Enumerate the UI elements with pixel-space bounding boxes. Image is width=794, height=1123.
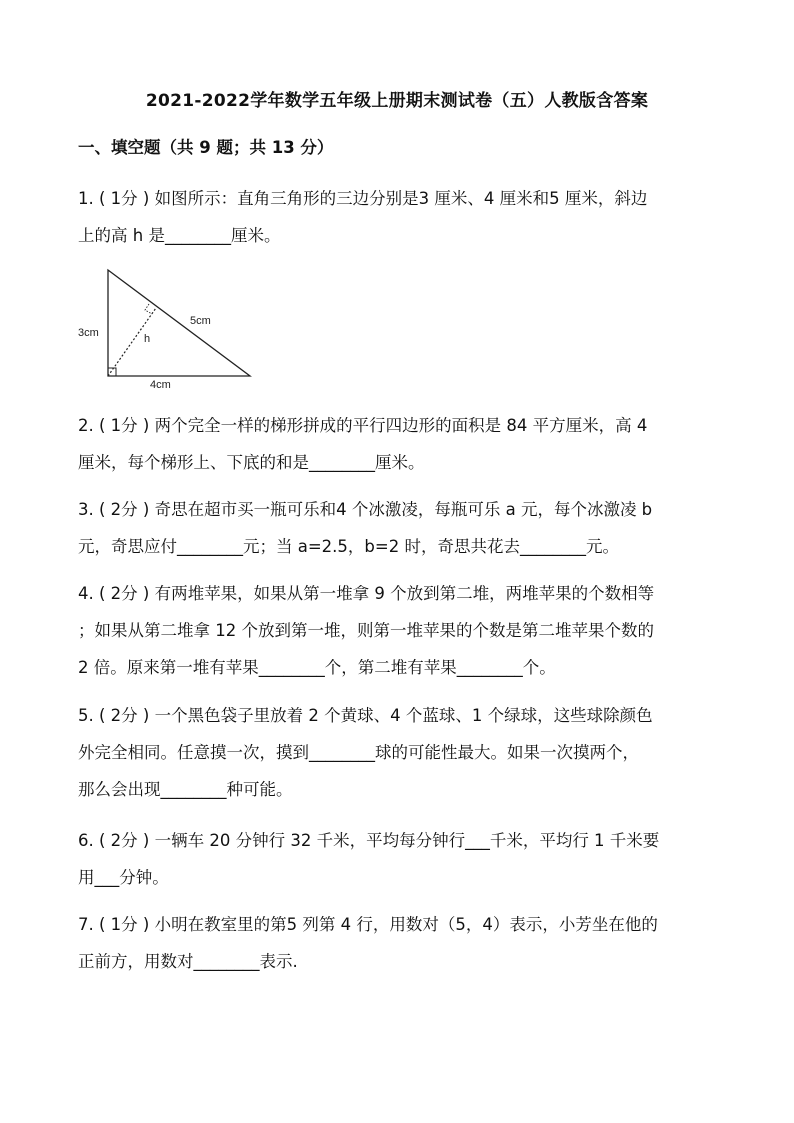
- right-angle-marker-hyp: [145, 304, 152, 314]
- question-7-line-2: 正前方，用数对________表示.: [78, 952, 298, 971]
- section-heading: 一、填空题（共 9 题；共 13 分）: [78, 138, 334, 157]
- right-triangle-figure: [78, 264, 258, 388]
- question-3-line-2: 元，奇思应付________元；当 a=2.5，b=2 时，奇思共花去________元。: [78, 537, 619, 556]
- label-bottom-side: 4cm: [150, 379, 171, 388]
- question-1-line-1: 1. ( 1分 ) 如图所示：直角三角形的三边分别是3 厘米、4 厘米和5 厘米，斜边: [78, 189, 648, 208]
- question-7-line-1: 7. ( 1分 ) 小明在教室里的第5 列第 4 行，用数对（5，4）表示，小芳坐在他的: [78, 915, 658, 934]
- question-1: [78, 180, 718, 254]
- question-2: [78, 407, 718, 481]
- question-1-line-2: 上的高 h 是________厘米。: [78, 226, 281, 245]
- question-3: [78, 491, 718, 565]
- label-left-side: 3cm: [78, 327, 99, 339]
- question-2-line-1: 2. ( 1分 ) 两个完全一样的梯形拼成的平行四边形的面积是 84 平方厘米，高 4: [78, 416, 648, 435]
- label-hypotenuse: 5cm: [190, 315, 211, 327]
- question-5: [78, 697, 718, 808]
- question-2-line-2: 厘米，每个梯形上、下底的和是________厘米。: [78, 453, 425, 472]
- question-4-line-1: 4. ( 2分 ) 有两堆苹果，如果从第一堆拿 9 个放到第二堆，两堆苹果的个数相等: [78, 584, 655, 603]
- question-5-line-2: 外完全相同。任意摸一次，摸到________球的可能性最大。如果一次摸两个，: [78, 743, 639, 762]
- triangle-outline: [108, 270, 250, 376]
- question-4: [78, 575, 718, 686]
- label-height: h: [144, 333, 151, 345]
- question-6-line-1: 6. ( 2分 ) 一辆车 20 分钟行 32 千米，平均每分钟行___千米，平均行 1 千米要: [78, 831, 660, 850]
- question-4-line-2: ；如果从第二堆拿 12 个放到第一堆，则第一堆苹果的个数是第二堆苹果个数的: [78, 621, 654, 640]
- question-7: [78, 906, 718, 980]
- question-4-line-3: 2 倍。原来第一堆有苹果________个，第二堆有苹果________个。: [78, 658, 556, 677]
- question-6: [78, 822, 718, 896]
- document-title: 2021-2022学年数学五年级上册期末测试卷（五）人教版含答案: [145, 91, 649, 111]
- question-5-line-1: 5. ( 2分 ) 一个黑色袋子里放着 2 个黄球、4 个蓝球、1 个绿球，这些球除颜色: [78, 706, 653, 725]
- question-6-line-2: 用___分钟。: [78, 868, 169, 887]
- question-3-line-1: 3. ( 2分 ) 奇思在超市买一瓶可乐和4 个冰激凌，每瓶可乐 a 元，每个冰激凌 b: [78, 500, 653, 519]
- question-5-line-3: 那么会出现________种可能。: [78, 780, 293, 799]
